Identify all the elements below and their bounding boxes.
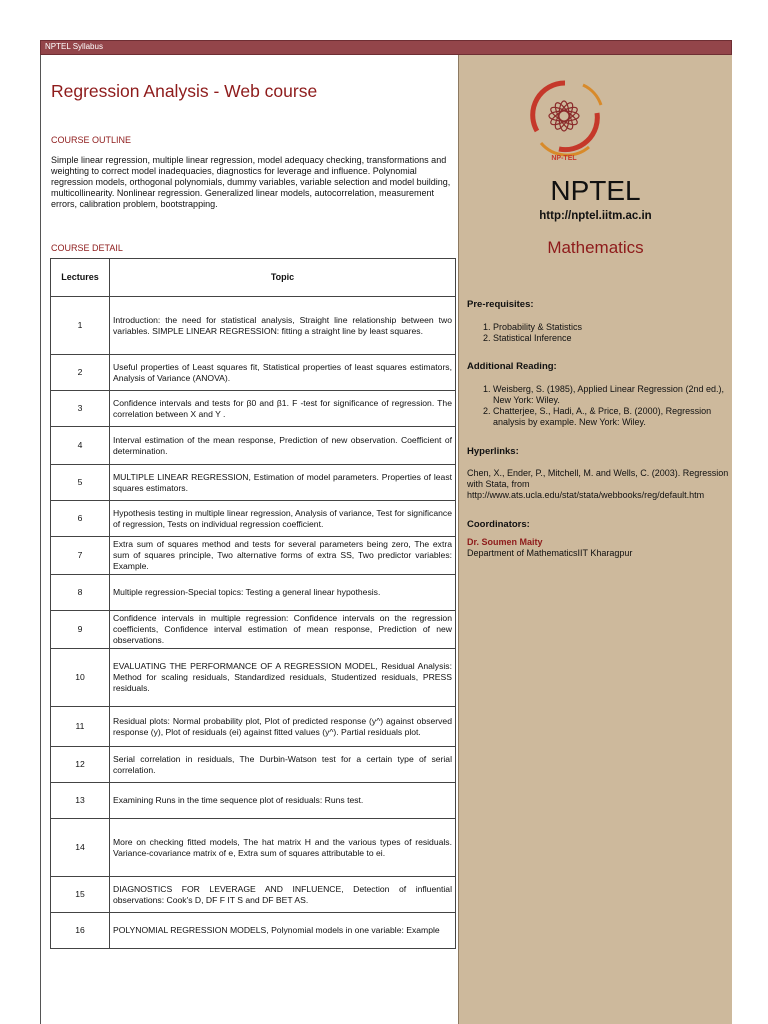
subject-name: Mathematics <box>547 238 644 257</box>
table-row <box>51 427 456 465</box>
reading-item: 1. Weisberg, S. (1985), Applied Linear Regression (2nd ed.), New York: Wiley. <box>493 384 729 406</box>
lecture-topic: MULTIPLE LINEAR REGRESSION, Estimation of model parameters. Properties of least squares estimators. <box>110 465 456 501</box>
header-label: NPTEL Syllabus <box>45 42 103 51</box>
lecture-topic: Extra sum of squares method and tests for several parameters being zero, The extra sum of squares principle, Two alternative forms of extra SS, Two predictor variables: Example. <box>110 537 456 575</box>
lecture-number: 6 <box>51 501 110 537</box>
sidebar <box>458 55 732 1024</box>
lecture-number: 8 <box>51 575 110 611</box>
prereq-heading: Pre-requisites: <box>467 299 534 310</box>
main-content <box>41 55 458 1024</box>
table-row <box>51 783 456 819</box>
lecture-number: 12 <box>51 747 110 783</box>
column-header-lectures: Lectures <box>51 259 110 297</box>
lecture-topic: Residual plots: Normal probability plot, Plot of predicted response (y^) against observed response (y), Plot of residuals (ei) against fitted values (y^). Partial residuals plot. <box>110 707 456 747</box>
lecture-topic: Confidence intervals in multiple regression: Confidence intervals on the regression coefficients, Confidence interval estimation of mean response, Prediction of new observations. <box>110 611 456 649</box>
lecture-number: 10 <box>51 649 110 707</box>
prereq-list <box>467 322 729 344</box>
lecture-topic: Serial correlation in residuals, The Durbin-Watson test for a certain type of serial correlation. <box>110 747 456 783</box>
lecture-number: 14 <box>51 819 110 877</box>
lecture-number: 5 <box>51 465 110 501</box>
lecture-number: 2 <box>51 355 110 391</box>
table-row <box>51 747 456 783</box>
lecture-number: 16 <box>51 913 110 949</box>
table-row <box>51 575 456 611</box>
nptel-logo <box>519 71 609 168</box>
table-row <box>51 649 456 707</box>
column-header-topic: Topic <box>110 259 456 297</box>
table-row <box>51 877 456 913</box>
site-url[interactable]: http://nptel.iitm.ac.in <box>539 210 652 222</box>
prereq-item: 1. Probability & Statistics <box>493 322 729 333</box>
lecture-number: 7 <box>51 537 110 575</box>
lecture-number: 9 <box>51 611 110 649</box>
lecture-topic: DIAGNOSTICS FOR LEVERAGE AND INFLUENCE, Detection of influential observations: Cook's D, DF F IT S and DF BET AS. <box>110 877 456 913</box>
table-row <box>51 501 456 537</box>
lecture-number: 1 <box>51 297 110 355</box>
table-row <box>51 913 456 949</box>
lecture-number: 13 <box>51 783 110 819</box>
lecture-number: 4 <box>51 427 110 465</box>
brand-name: NPTEL <box>550 175 641 206</box>
table-row <box>51 707 456 747</box>
logo-text: NP-TEL <box>551 155 577 162</box>
page-frame <box>40 55 732 1024</box>
lecture-topic: Interval estimation of the mean response, Prediction of new observation. Coefficient of determination. <box>110 427 456 465</box>
lecture-topic: Examining Runs in the time sequence plot of residuals: Runs test. <box>110 783 456 819</box>
table-row <box>51 355 456 391</box>
table-row <box>51 537 456 575</box>
table-row <box>51 819 456 877</box>
hyperlinks-heading: Hyperlinks: <box>467 446 519 457</box>
lecture-topic: Useful properties of Least squares fit, Statistical properties of least squares estimators, Analysis of Variance (ANOVA). <box>110 355 456 391</box>
coordinators-heading: Coordinators: <box>467 519 530 530</box>
prereq-item: 2. Statistical Inference <box>493 333 729 344</box>
hyperlink-text[interactable]: Chen, X., Ender, P., Mitchell, M. and Wells, C. (2003). Regression with Stata, from http://www.ats.ucla.edu/stat/stata/webbooks/reg/default.htm <box>467 468 729 500</box>
page-title: Regression Analysis - Web course <box>51 81 318 101</box>
lecture-table <box>50 258 456 949</box>
lecture-number: 15 <box>51 877 110 913</box>
table-row <box>51 611 456 649</box>
lecture-topic: More on checking fitted models, The hat matrix H and the various types of residuals. Variance-covariance matrix of e, Extra sum of squares attributable to ei. <box>110 819 456 877</box>
reading-heading: Additional Reading: <box>467 361 557 372</box>
table-row <box>51 465 456 501</box>
table-row <box>51 297 456 355</box>
lecture-topic: Confidence intervals and tests for β0 and β1. F -test for significance of regression. The correlation between X and Y . <box>110 391 456 427</box>
header-bar <box>40 40 732 55</box>
lecture-number: 11 <box>51 707 110 747</box>
outline-text: Simple linear regression, multiple linear regression, model adequacy checking, transformations and weighting to correct model inadequacies, diagnostics for leverage and influence. Polynomial regression models, orthogonal polynomials, dummy variables, variable selection and model building, multicollinearity. Nonlinear regression. Generalized linear models, autocorrelation, measurement errors, calibration problem, bootstrapping. <box>51 155 451 209</box>
detail-heading: COURSE DETAIL <box>51 243 123 253</box>
reading-list <box>467 384 729 428</box>
lecture-topic: Multiple regression-Special topics: Testing a general linear hypothesis. <box>110 575 456 611</box>
lecture-number: 3 <box>51 391 110 427</box>
coordinator-dept: Department of MathematicsIIT Kharagpur <box>467 548 633 558</box>
reading-item: 2. Chatterjee, S., Hadi, A., & Price, B. (2000), Regression analysis by example. New York: Wiley. <box>493 406 729 428</box>
lecture-topic: EVALUATING THE PERFORMANCE OF A REGRESSION MODEL, Residual Analysis: Method for scaling residuals, Standardized residuals, Studentized residuals, PRESS residuals. <box>110 649 456 707</box>
table-row <box>51 391 456 427</box>
lecture-rows <box>51 297 456 949</box>
outline-heading: COURSE OUTLINE <box>51 135 132 145</box>
lecture-topic: Introduction: the need for statistical analysis, Straight line relationship between two variables. SIMPLE LINEAR REGRESSION: fitting a straight line by least squares. <box>110 297 456 355</box>
coordinator-name: Dr. Soumen Maity <box>467 537 543 547</box>
lecture-topic: POLYNOMIAL REGRESSION MODELS, Polynomial models in one variable: Example <box>110 913 456 949</box>
lecture-topic: Hypothesis testing in multiple linear regression, Analysis of variance, Test for significance of regression, Tests on individual regression coefficient. <box>110 501 456 537</box>
